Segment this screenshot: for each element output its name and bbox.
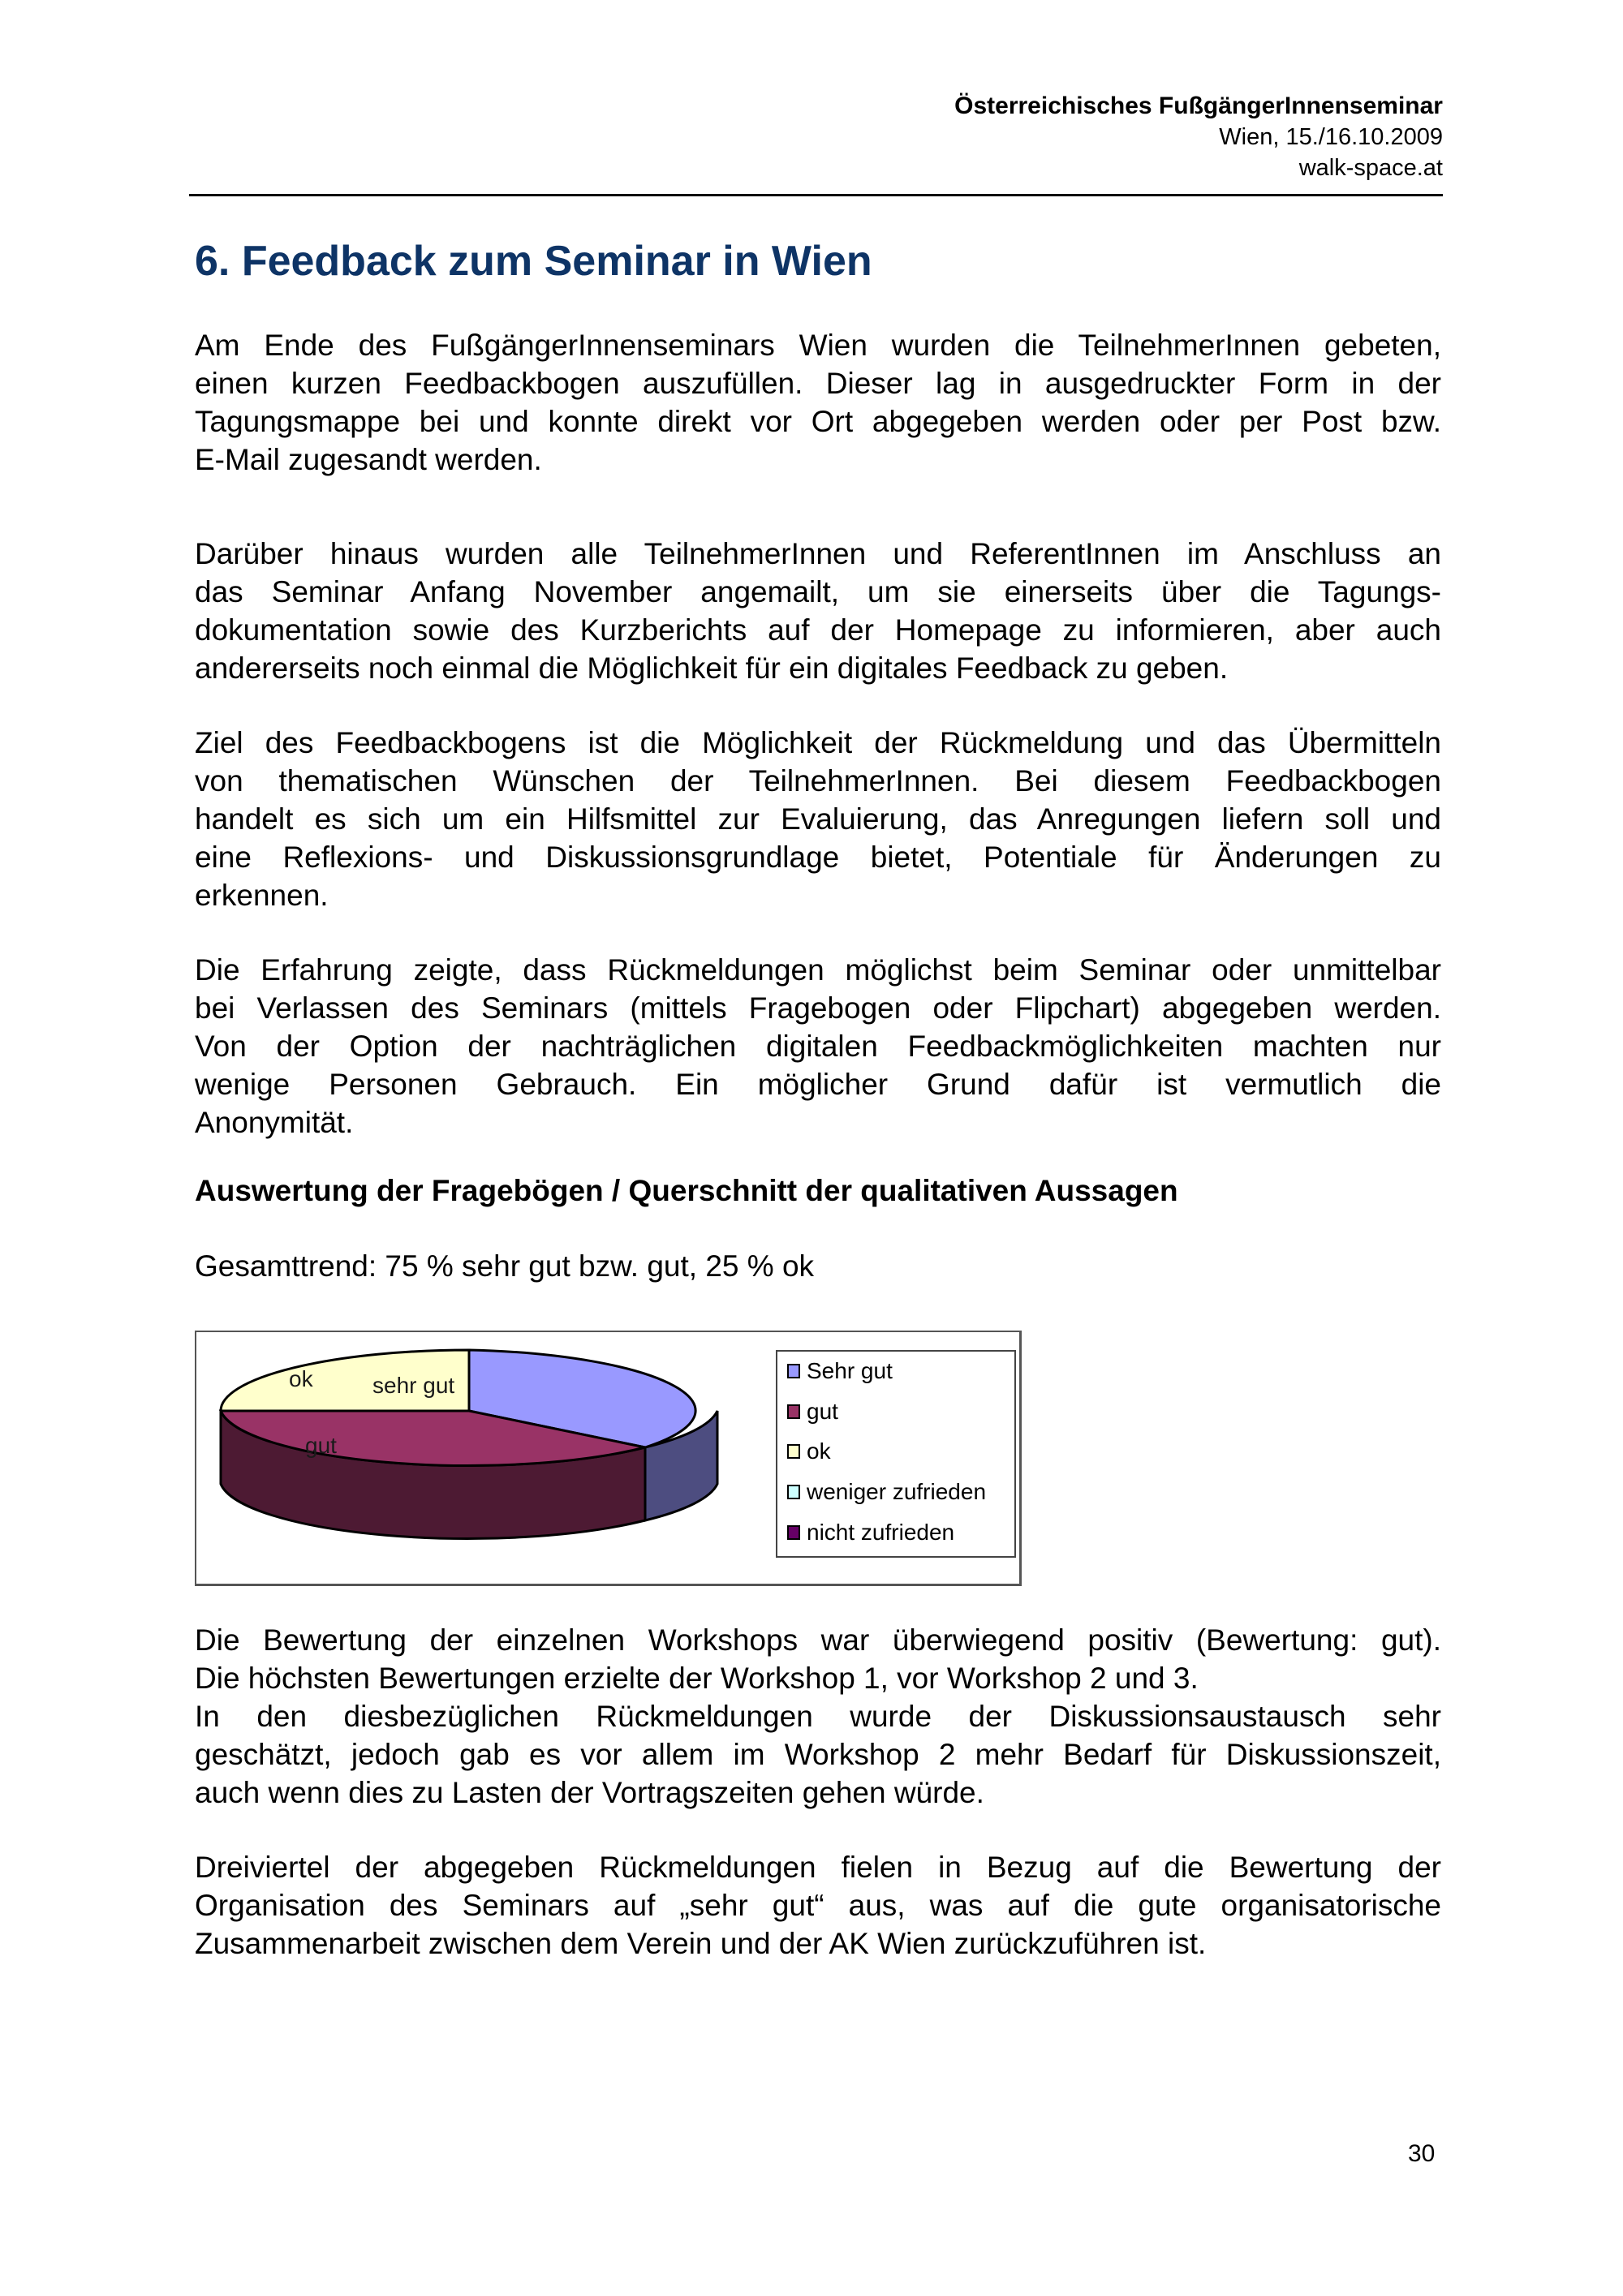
text-line: Organisation des Seminars auf „sehr gut“ aus, was auf die gute organisatorische (195, 1889, 1441, 1922)
feedback-pie-chart (195, 1331, 1022, 1586)
text-line: erkennen. (195, 879, 329, 912)
pie-label-sehr-gut: sehr gut (372, 1373, 455, 1398)
text-line: Zusammenarbeit zwischen dem Verein und der AK Wien zurückzuführen ist. (195, 1927, 1207, 1960)
text-line: In den diesbezüglichen Rückmeldungen wurde der Diskussionsaustausch sehr (195, 1700, 1441, 1733)
text-line: Die höchsten Bewertungen erzielte der Workshop 1, vor Workshop 2 und 3. (195, 1662, 1199, 1695)
text-line: Dreiviertel der abgegeben Rückmeldungen fielen in Bezug auf die Bewertung der (195, 1851, 1441, 1884)
text-line: E-Mail zugesandt werden. (195, 443, 542, 476)
legend-swatch-icon (787, 1364, 800, 1378)
header-organization: Österreichisches FußgängerInnenseminar (954, 92, 1443, 119)
paragraph-goal (195, 724, 1441, 914)
page-number: 30 (1408, 2140, 1436, 2167)
header-divider (189, 194, 1443, 196)
legend-item-gut (787, 1395, 838, 1428)
text-line: Tagungsmappe bei und konnte direkt vor Ort abgegeben werden oder per Post bzw. (195, 405, 1441, 438)
legend-label: Sehr gut (807, 1358, 893, 1383)
evaluation-subheading: Auswertung der Fragebögen / Querschnitt der qualitativen Aussagen (195, 1174, 1178, 1207)
legend-label: gut (807, 1399, 838, 1424)
paragraph-followup (195, 535, 1441, 687)
text-line: einen kurzen Feedbackbogen auszufüllen. Dieser lag in ausgedruckter Form in der (195, 367, 1441, 400)
text-line: dokumentation sowie des Kurzberichts auf der Homepage zu informieren, aber auch (195, 613, 1441, 647)
text-line: geschätzt, jedoch gab es vor allem im Workshop 2 mehr Bedarf für Diskussionszeit, (195, 1738, 1441, 1771)
paragraph-organisation (195, 1848, 1441, 1963)
paragraph-experience (195, 951, 1441, 1142)
legend-label: nicht zufrieden (807, 1520, 955, 1545)
section-title: 6. Feedback zum Seminar in Wien (195, 238, 872, 285)
text-line: Die Erfahrung zeigte, dass Rückmeldungen möglichst beim Seminar oder unmittelbar (195, 953, 1441, 987)
legend-swatch-icon (787, 1485, 800, 1499)
text-line: das Seminar Anfang November angemailt, um sie einerseits über die Tagungs- (195, 575, 1441, 608)
legend-item-nicht-zufrieden (787, 1516, 954, 1549)
legend-swatch-icon (787, 1404, 800, 1419)
page-header (189, 91, 1443, 183)
text-line: von thematischen Wünschen der TeilnehmerInnen. Bei diesem Feedbackbogen (195, 764, 1441, 798)
paragraph-intro (195, 326, 1441, 479)
overall-trend: Gesamttrend: 75 % sehr gut bzw. gut, 25 % ok (195, 1249, 815, 1283)
legend-swatch-icon (787, 1525, 800, 1540)
legend-label: weniger zufrieden (807, 1479, 987, 1504)
text-line: bei Verlassen des Seminars (mittels Fragebogen oder Flipchart) abgegeben werden. (195, 991, 1441, 1025)
legend-item-ok (787, 1435, 831, 1468)
text-line: handelt es sich um ein Hilfsmittel zur Evaluierung, das Anregungen liefern soll und (195, 802, 1441, 836)
text-line: Am Ende des FußgängerInnenseminars Wien wurden die TeilnehmerInnen gebeten, (195, 329, 1441, 362)
paragraph-workshops (195, 1621, 1441, 1812)
pie-chart-graphic (196, 1332, 764, 1584)
legend-label: ok (807, 1438, 831, 1464)
legend-item-sehr-gut (787, 1355, 893, 1387)
text-line: Anonymität. (195, 1106, 354, 1139)
legend-swatch-icon (787, 1444, 800, 1459)
pie-label-ok: ok (289, 1366, 313, 1391)
text-line: Ziel des Feedbackbogens ist die Möglichkeit der Rückmeldung und das Übermitteln (195, 726, 1441, 759)
text-line: Darüber hinaus wurden alle TeilnehmerInnen und ReferentInnen im Anschluss an (195, 537, 1441, 570)
legend-item-weniger-zufrieden (787, 1476, 986, 1508)
pie-label-gut: gut (305, 1433, 337, 1458)
text-line: Die Bewertung der einzelnen Workshops war überwiegend positiv (Bewertung: gut). (195, 1623, 1441, 1657)
text-line: wenige Personen Gebrauch. Ein möglicher Grund dafür ist vermutlich die (195, 1068, 1441, 1101)
chart-legend (776, 1350, 1016, 1558)
text-line: eine Reflexions- und Diskussionsgrundlage bietet, Potentiale für Änderungen zu (195, 841, 1441, 874)
header-date: Wien, 15./16.10.2009 (1219, 124, 1443, 150)
text-line: auch wenn dies zu Lasten der Vortragszeiten gehen würde. (195, 1776, 984, 1809)
text-line: Von der Option der nachträglichen digitalen Feedbackmöglichkeiten machten nur (195, 1030, 1441, 1063)
header-website: walk-space.at (1298, 155, 1443, 181)
text-line: andererseits noch einmal die Möglichkeit für ein digitales Feedback zu geben. (195, 651, 1229, 685)
